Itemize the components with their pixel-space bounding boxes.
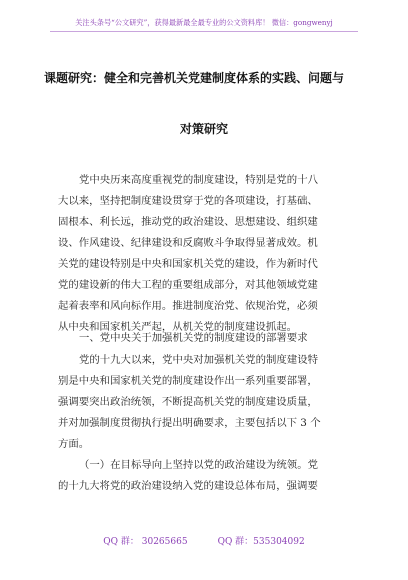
text-line: 关党的建设特别是中央和国家机关党的建设，作为新时代 (58, 258, 318, 270)
paragraph-section-1 (58, 350, 352, 455)
text-line: 党的建设新的伟大工程的重要组成部分，对其他领域党建 (58, 279, 318, 291)
document-title-line-1: 课题研究：健全和完善机关党建制度体系的实践、问题与 (44, 71, 345, 85)
text-line: 起着表率和风向标作用。推进制度治党、依规治党，必须 (58, 300, 318, 312)
text-line: 别是中央和国家机关党的制度建设作出一系列重要部署， (58, 375, 318, 387)
paragraph-intro (58, 170, 352, 338)
qq-group-1: QQ 群： 30265665 (103, 537, 188, 547)
text-line: 党中央历来高度重视党的制度建设，特别是党的十八 (79, 174, 318, 186)
text-line: 设、作风建设、纪律建设和反腐败斗争取得显著成效。机 (58, 237, 318, 249)
section-heading-1 (58, 328, 352, 349)
page-header: 关注头条号“公文研究”，获得最新最全最专业的公文资料库！ 微信：gongwenyj (75, 18, 333, 27)
text-line: 从中央和国家机关严起，从机关党的制度建设抓起。 (58, 321, 297, 333)
section-heading-text: 一、党中央关于加强机关党的制度建设的部署要求 (79, 332, 308, 344)
text-line: 大以来，坚持把制度建设贯穿于党的各项建设，打基础、 (58, 195, 318, 207)
qq-group-2: QQ 群：535304092 (217, 537, 305, 547)
page-footer (0, 536, 408, 548)
text-line: 固根本、利长远，推动党的政治建设、思想建设、组织建 (58, 216, 318, 228)
text-line: 方面。 (58, 438, 90, 450)
document-title-line-2: 对策研究 (179, 122, 228, 136)
header-divider (50, 31, 358, 32)
text-line: （一）在目标导向上坚持以党的政治建设为统领。党 (79, 459, 318, 471)
text-line: 强调要突出政治统领，不断提高机关党的制度建设质量， (58, 396, 318, 408)
text-line: 党的十九大以来，党中央对加强机关党的制度建设特 (79, 354, 318, 366)
paragraph-subsection-1 (58, 455, 352, 497)
text-line: 并对加强制度贯彻执行提出明确要求，主要包括以下 3 个 (58, 417, 321, 429)
text-line: 的十九大将党的政治建设纳入党的建设总体布局，强调要 (58, 480, 318, 492)
